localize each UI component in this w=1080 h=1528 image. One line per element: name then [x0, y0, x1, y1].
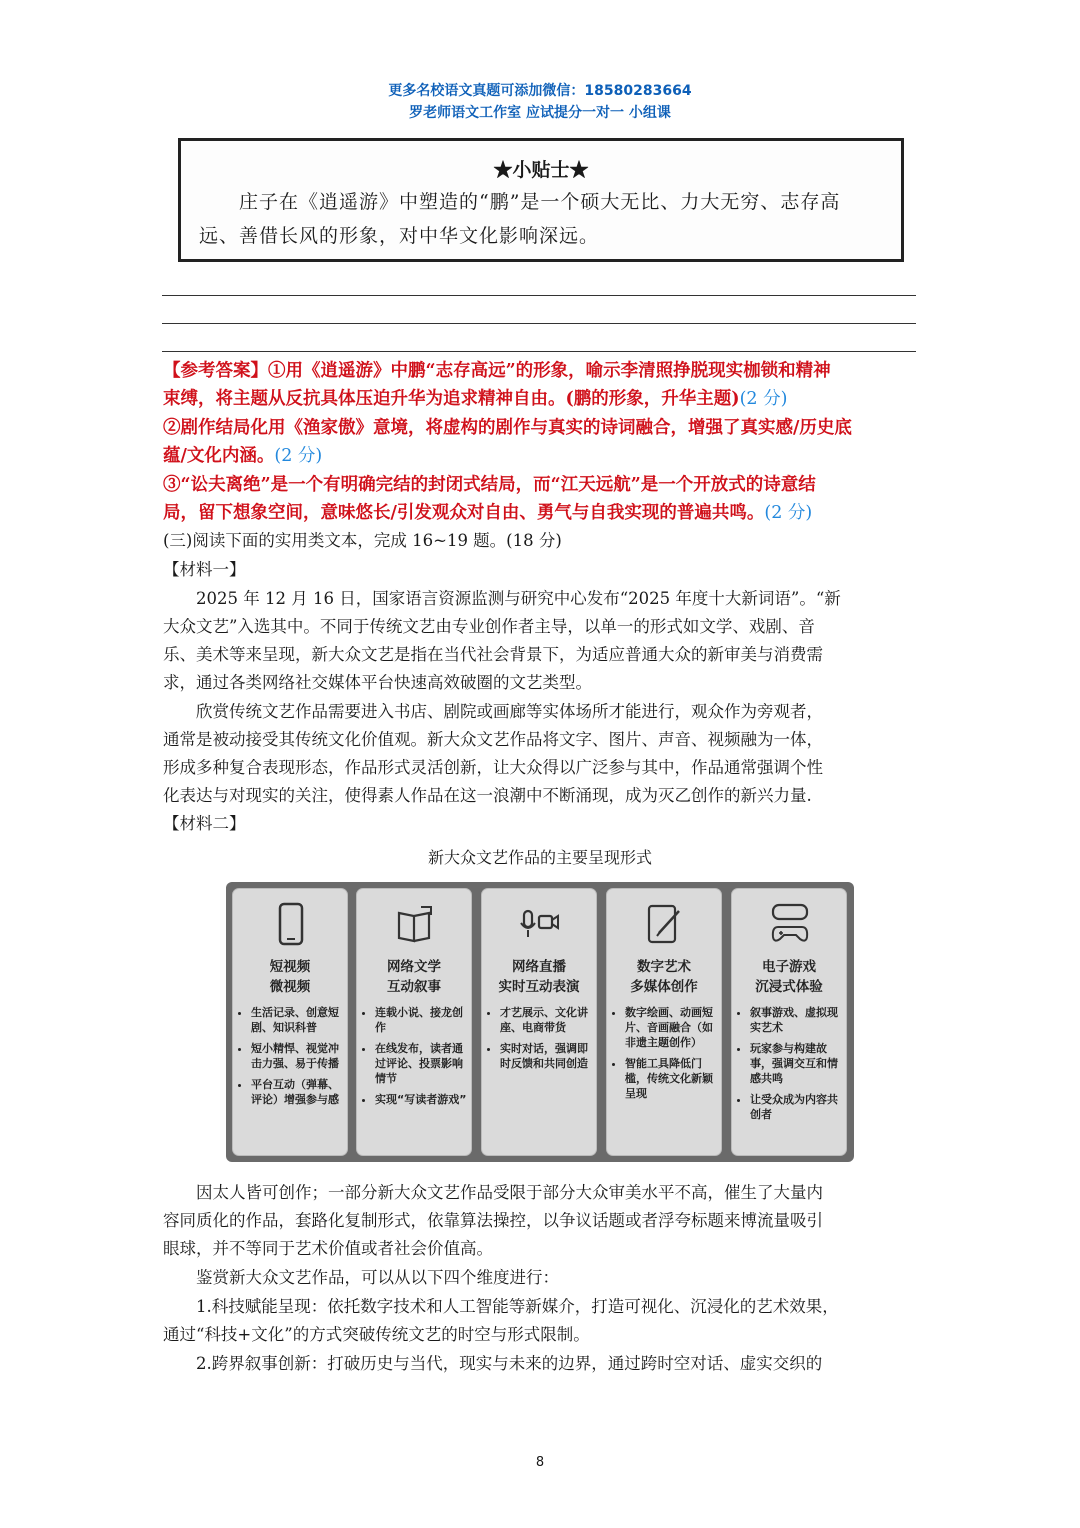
vr-gamepad-icon: [770, 901, 810, 947]
answer-line-text: ②剧作结局化用《渔家傲》意境，将虚构的剧作与真实的诗词融合，增强了真实感/历史底: [163, 418, 852, 438]
card-bullet: • 在线发布，读者通过评论、投票影响情节: [375, 1041, 471, 1086]
page-number: 8: [535, 1455, 545, 1470]
form-card-web-literature: [356, 888, 472, 1156]
card-bullet: • 让受众成为内容共创者: [750, 1092, 846, 1122]
paragraph-line: 容同质化的作品，套路化复制形式，依靠算法操控，以争议话题或者浮夸标题来博流量吸引: [163, 1211, 823, 1230]
answer-text: 束缚，将主题从反抗具体压迫升华为追求精神自由。(鹏的形象，升华主题): [163, 389, 740, 409]
answer-line: [162, 295, 916, 296]
card-list: [613, 1005, 721, 1107]
promo-header-line1: 更多名校语文真题可添加微信：18580283664: [388, 83, 692, 99]
paragraph-line: 形成多种复合表现形态，作品形式灵活创新，让大众得以广泛参与其中，作品通常强调个性: [163, 758, 823, 777]
card-bullet: • 数字绘画、动画短片、音画融合（如非遗主题创作）: [625, 1005, 721, 1050]
card-subtitle: 实时互动表演: [498, 979, 580, 995]
promo-header-line2: 罗老师语文工作室 应试提分一对一 小组课: [409, 105, 671, 121]
card-title: 网络直播: [512, 959, 566, 975]
card-title: 电子游戏: [762, 959, 816, 975]
form-card-video-games: [731, 888, 847, 1156]
card-list: [488, 1005, 596, 1077]
card-bullet: • 平台互动（弹幕、评论）增强参与感: [251, 1077, 347, 1107]
paragraph-line: 求，通过各类网络社交媒体平台快速高效破圈的文艺类型。: [163, 673, 592, 692]
card-bullet: • 短小精悍、视觉冲击力强、易于传播: [251, 1041, 347, 1071]
paragraph-line: 因太人皆可创作；一部分新大众文艺作品受限于部分大众审美水平不高，催生了大量内: [163, 1183, 823, 1202]
tip-line: 庄子在《逍遥游》中塑造的“鹏”是一个硕大无比、力大无穷、志存高: [239, 191, 841, 213]
card-list: [239, 1005, 347, 1113]
tip-box: [178, 138, 904, 262]
paragraph-line: 化表达与对现实的关注，使得素人作品在这一浪潮中不断涌现，成为灭乙创作的新兴力量.: [163, 786, 812, 805]
material-two-heading: 【材料二】: [163, 814, 246, 833]
answer-line-text: 【参考答案】①用《逍遥游》中鹏“志存高远”的形象，喻示李清照挣脱现实枷锁和精神: [163, 361, 831, 381]
paragraph-line: 2025 年 12 月 16 日，国家语言资源监测与研究中心发布“2025 年度十大新词语”。“新: [163, 589, 841, 608]
form-card-short-video: [232, 888, 348, 1156]
section-intro: (三)阅读下面的实用类文本，完成 16~19 题。(18 分): [163, 531, 562, 550]
card-subtitle: 互动叙事: [387, 979, 441, 995]
tablet-pen-icon: [645, 901, 685, 947]
card-bullet: • 实现“写读者游戏”: [375, 1092, 471, 1107]
answer-line-text: ③“讼夫离绝”是一个有明确完结的封闭式结局，而“江天远航”是一个开放式的诗意结: [163, 475, 816, 495]
card-list: [738, 1005, 846, 1128]
card-title: 网络文学: [387, 959, 441, 975]
tip-title: ★小贴士★: [493, 159, 589, 181]
card-bullet: • 玩家参与构建故事，强调交互和情感共鸣: [750, 1041, 846, 1086]
paragraph-line: 欣赏传统文艺作品需要进入书店、剧院或画廊等实体场所才能进行，观众作为旁观者，: [163, 702, 823, 721]
book-icon: [395, 901, 435, 947]
card-bullet: • 才艺展示、文化讲座、电商带货: [500, 1005, 596, 1035]
score-label: (2 分): [274, 446, 323, 466]
answer-line-text: [163, 502, 812, 524]
figure-title: 新大众文艺作品的主要呈现形式: [427, 848, 652, 867]
card-subtitle: 沉浸式体验: [755, 979, 823, 995]
card-title: 短视频: [269, 959, 311, 975]
paragraph-line: 通常是被动接受其传统文化价值观。新大众文艺作品将文字、图片、声音、视频融为一体，: [163, 730, 823, 749]
mic-camera-icon: [520, 901, 560, 947]
paragraph-line: 1.科技赋能呈现：依托数字技术和人工智能等新媒介，打造可视化、沉浸化的艺术效果，: [163, 1297, 839, 1316]
tip-line: 远、善借长风的形象，对中华文化影响深远。: [199, 225, 600, 247]
answer-line-text: [163, 445, 322, 467]
card-subtitle: 多媒体创作: [630, 979, 698, 995]
paragraph-line: 2.跨界叙事创新：打破历史与当代，现实与未来的边界，通过跨时空对话、虚实交织的: [163, 1354, 823, 1373]
card-bullet: • 连载小说、接龙创作: [375, 1005, 471, 1035]
card-bullet: • 实时对话，强调即时反馈和共同创造: [500, 1041, 596, 1071]
paragraph-line: 乐、美术等来呈现，新大众文艺是指在当代社会背景下，为适应普通大众的新审美与消费需: [163, 645, 823, 664]
paragraph-line: 眼球，并不等同于艺术价值或者社会价值高。: [163, 1239, 493, 1258]
card-title: 数字艺术: [637, 959, 691, 975]
card-subtitle: 微视频: [269, 979, 311, 995]
form-card-live-stream: [481, 888, 597, 1156]
answer-line: [162, 351, 916, 352]
paragraph-line: 鉴赏新大众文艺作品，可以从以下四个维度进行：: [163, 1268, 559, 1287]
card-bullet: • 智能工具降低门槛，传统文化新颖呈现: [625, 1056, 721, 1101]
score-label: (2 分): [739, 389, 788, 409]
answer-text: 局，留下想象空间，意味悠长/引发观众对自由、勇气与自我实现的普遍共鸣。: [163, 503, 765, 523]
paragraph-line: 大众文艺”入选其中。不同于传统文艺由专业创作者主导，以单一的形式如文学、戏剧、音: [163, 617, 815, 636]
material-one-heading: 【材料一】: [163, 560, 246, 579]
answer-line: [162, 323, 916, 324]
form-card-digital-art: [606, 888, 722, 1156]
score-label: (2 分): [764, 503, 813, 523]
card-bullet: • 叙事游戏、虚拟现实艺术: [750, 1005, 846, 1035]
paragraph-line: 通过“科技+文化”的方式突破传统文艺的时空与形式限制。: [163, 1325, 590, 1344]
phone-icon: [271, 901, 311, 947]
card-bullet: • 生活记录、创意短剧、知识科普: [251, 1005, 347, 1035]
forms-figure: [226, 882, 854, 1162]
answer-line-text: [163, 388, 787, 410]
answer-text: 蕴/文化内涵。: [163, 446, 275, 466]
card-list: [363, 1005, 471, 1113]
